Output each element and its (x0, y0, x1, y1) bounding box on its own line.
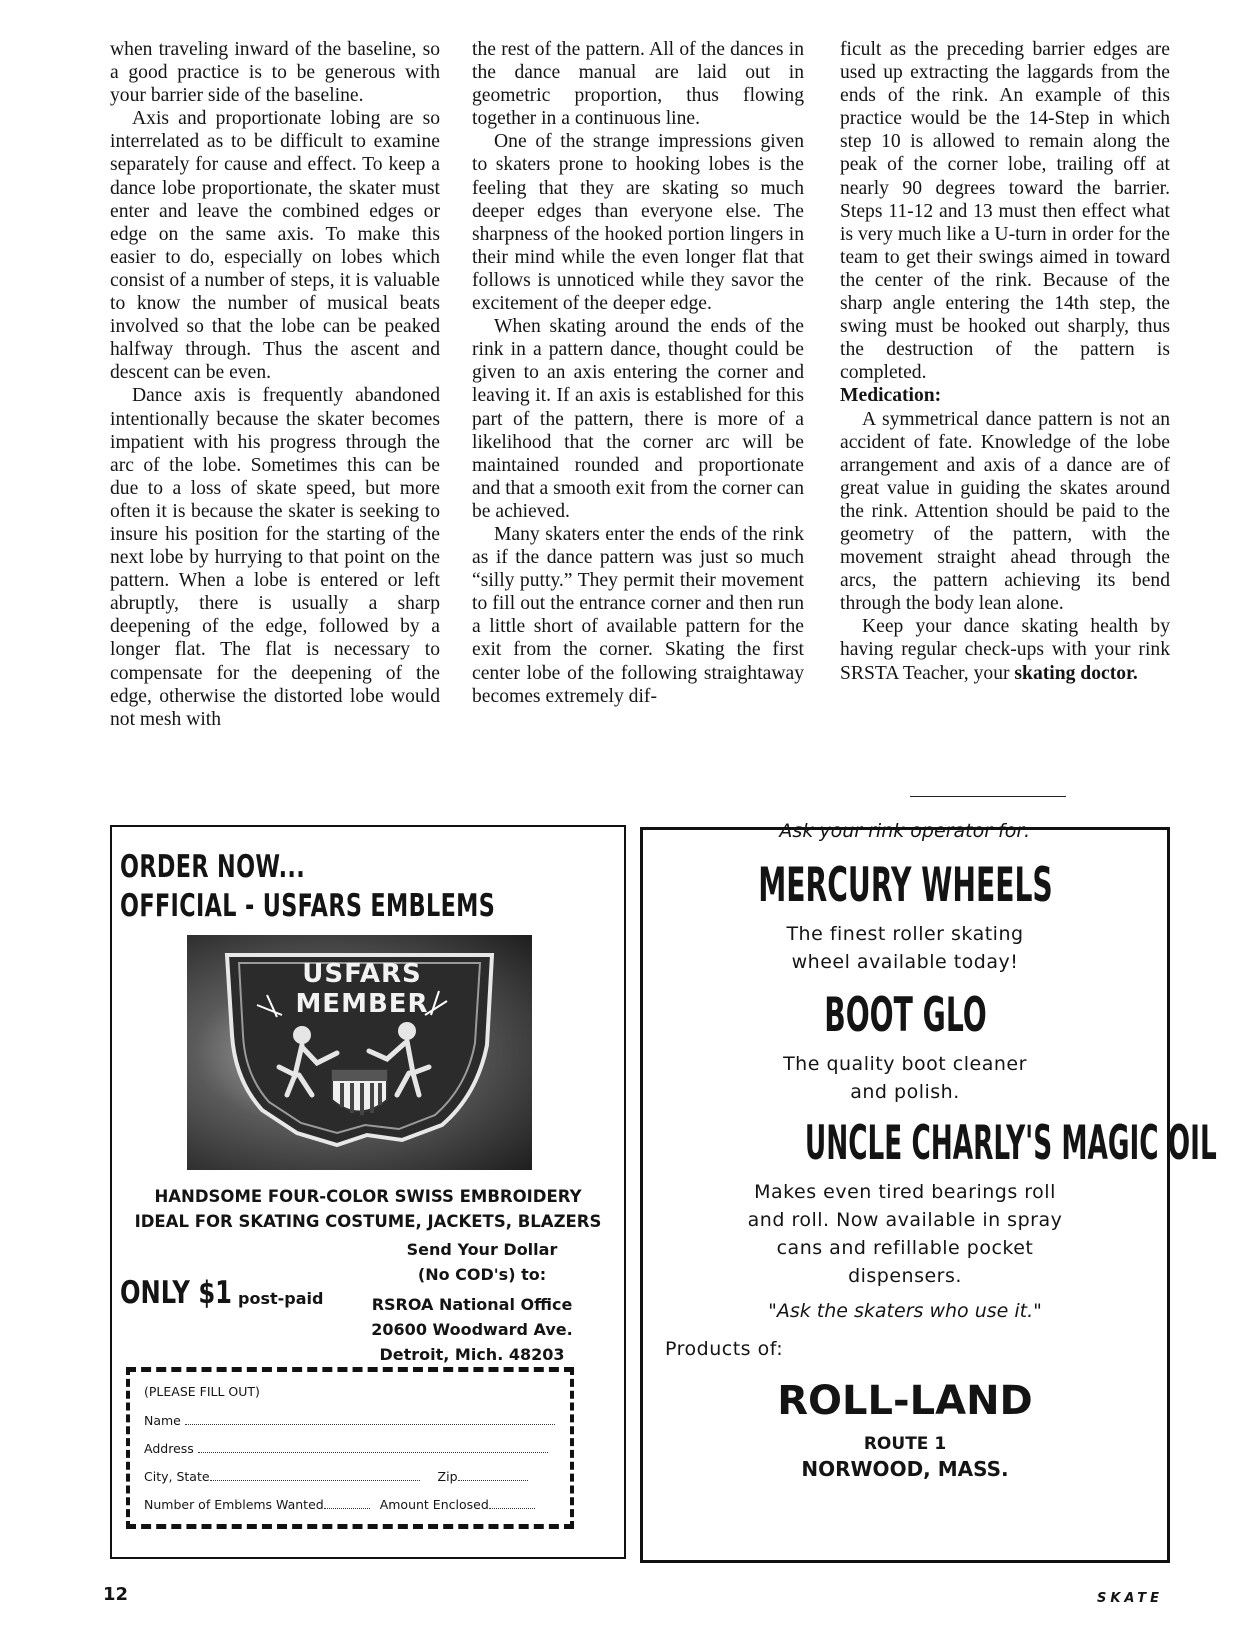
send-line: Send Your Dollar (406, 1240, 558, 1259)
emblem-photo (187, 935, 532, 1170)
closing-bold: skating doctor. (1014, 662, 1138, 684)
paragraph: ficult as the preceding barrier edges are used up extracting the laggards from the ends of the rink. An example of this practice would be the 14-Step in which step 10 is allowed to remain along the peak of the corner lobe, trailing off at nearly 90 degrees toward the barrier. Steps 11-12 and 13 must then effect what is very much like a U-turn in order for the team to get their swings aimed in toward the center of the rink. Because of the sharp angle entering the 14th step, the swing must be hooked out sharply, thus the destruction of the pattern is completed. (840, 39, 1170, 384)
article-column-2 (472, 38, 804, 708)
paragraph: One of the strange impressions given to skaters prone to hooking lobes is the feeling that they are skating so much deeper edges than everyone else. The sharpness of the hooked portion lingers in their mind while the even longer flat that follows is unnoticed while they savor the excitement of the deeper edge. (472, 131, 804, 315)
amount-label: Amount Enclosed (379, 1497, 489, 1512)
order-form (126, 1367, 574, 1529)
address-line[interactable] (198, 1440, 548, 1453)
products-of-label: Products of: (665, 1338, 784, 1360)
zip-line[interactable] (458, 1468, 528, 1481)
paragraph: Axis and proportionate lobing are so interrelated as to be difficult to examine separately for cause and effect. To keep a dance lobe proportionate, the skater must enter and leave the combined edges or edge on the same axis. To make this easier to do, especially on lobes which consist of a number of steps, it is valuable to know the number of musical beats involved so that the lobe can be peaked halfway through. Thus the ascent and descent can be even. (110, 108, 440, 384)
description-line: dispensers. (848, 1265, 962, 1287)
name-line[interactable] (185, 1412, 555, 1425)
paragraph: When skating around the ends of the rink in a pattern dance, thought could be given to an axis entering the corner and leaving it. If an axis is established for this part of the pattern, there is more of a likelihood that the corner arc will be maintained rounded and proportionate and that a smooth exit from the corner can be achieved. (472, 316, 804, 522)
paragraph: Many skaters enter the ends of the rink as if the dance pattern was just so much “silly putty.” They permit their movement to fill out the entrance corner and then run a little short of available pattern for the exit from the corner. Skating the first center lobe of the following straightaway becomes extremely dif- (472, 523, 804, 707)
address-line: Detroit, Mich. 48203 (379, 1345, 565, 1364)
price (120, 1275, 324, 1311)
description-line: The finest roller skating (786, 923, 1024, 945)
company-name: ROLL-LAND (777, 1378, 1033, 1424)
send-line: (No COD's) to: (417, 1265, 547, 1284)
name-label: Name (144, 1413, 181, 1428)
number-label: Number of Emblems Wanted (144, 1497, 324, 1512)
section-heading: Medication: (840, 385, 942, 407)
address-line: RSROA National Office (371, 1295, 573, 1314)
product-title (643, 858, 1167, 913)
product-title (643, 988, 1167, 1043)
ad-headline: ORDER NOW... (120, 849, 306, 885)
quantity-field[interactable] (144, 1496, 535, 1512)
company-city: NORWOOD, MASS. (801, 1457, 1009, 1481)
price-note: post-paid (238, 1289, 324, 1308)
product-description (643, 1050, 1167, 1106)
product-title (643, 1116, 1217, 1171)
address-label: Address (144, 1441, 194, 1456)
zip-label: Zip (437, 1469, 458, 1484)
page-number: 12 (103, 1584, 129, 1605)
product-name: BOOT GLO (823, 988, 987, 1043)
roll-land-ad (640, 820, 1217, 1563)
description-line: cans and refillable pocket (776, 1237, 1034, 1259)
feature-line: HANDSOME FOUR-COLOR SWISS EMBROIDERY (154, 1187, 582, 1206)
address-field[interactable] (144, 1440, 548, 1456)
testimonial-quote: "Ask the skaters who use it." (768, 1300, 1042, 1322)
closing-paragraph (840, 615, 1170, 684)
name-field[interactable] (144, 1412, 555, 1428)
description-line: wheel available today! (791, 951, 1019, 973)
description-line: and roll. Now available in spray (747, 1209, 1063, 1231)
product-name: UNCLE CHARLY'S MAGIC OIL (804, 1116, 1217, 1171)
closing-text: Keep your dance skating health by having regular check-ups with your rink SRSTA Teacher, your (840, 616, 1170, 684)
end-rule (910, 796, 1066, 797)
number-line[interactable] (324, 1496, 370, 1509)
magazine-name: SKATE (1097, 1591, 1164, 1606)
article-column-1 (110, 38, 440, 731)
paragraph: when traveling inward of the baseline, so a good practice is to be generous with your barrier side of the baseline. (110, 39, 440, 107)
ad-headline-2: OFFICIAL - USFARS EMBLEMS (120, 888, 496, 924)
address-line: 20600 Woodward Ave. (371, 1320, 573, 1339)
paragraph: Dance axis is frequently abandoned intentionally because the skater becomes impatient with his progress through the arc of the lobe. Sometimes this can be due to a loss of skate speed, but more often it is because the skater is seeking to insure his position for the starting of the next lobe by hurrying to that point on the pattern. When a lobe is entered or left abruptly, there is usually a sharp deepening of the edge, followed by a longer flat. The flat is necessary to compensate for the deepening of the edge, otherwise the distorted lobe would not mesh with (110, 385, 440, 730)
product-description (643, 1178, 1167, 1290)
product-name: MERCURY WHEELS (757, 858, 1053, 913)
description-line: The quality boot cleaner (783, 1053, 1027, 1075)
amount-line[interactable] (489, 1496, 535, 1509)
city-state-field[interactable] (144, 1468, 528, 1484)
description-line: and polish. (850, 1081, 960, 1103)
product-description (643, 920, 1167, 976)
ask-line: Ask your rink operator for: (779, 820, 1031, 842)
send-instructions (372, 1237, 592, 1287)
description-line: Makes even tired bearings roll (754, 1181, 1056, 1203)
company-route: ROUTE 1 (863, 1434, 947, 1454)
form-title: (PLEASE FILL OUT) (144, 1384, 260, 1399)
city-state-line[interactable] (210, 1468, 420, 1481)
city-state-label: City, State (144, 1469, 210, 1484)
article-column-3 (840, 38, 1170, 685)
feature-line: IDEAL FOR SKATING COSTUME, JACKETS, BLAZERS (134, 1212, 602, 1231)
price-amount: ONLY $1 (120, 1275, 233, 1311)
emblem-text: USFARS MEMBER (295, 959, 429, 1019)
mailing-address (352, 1292, 592, 1367)
paragraph: A symmetrical dance pattern is not an accident of fate. Knowledge of the lobe arrangement and axis of a dance are of great value in guiding the skates around the rink. Attention should be paid to the geometry of the pattern, with the movement straight ahead through the arcs, the pattern achieving its bend through the body lean alone. (840, 408, 1170, 615)
emblem-ad (110, 825, 626, 1559)
paragraph: the rest of the pattern. All of the dances in the dance manual are laid out in geometric proportion, thus flowing together in a continuous line. (472, 39, 804, 130)
